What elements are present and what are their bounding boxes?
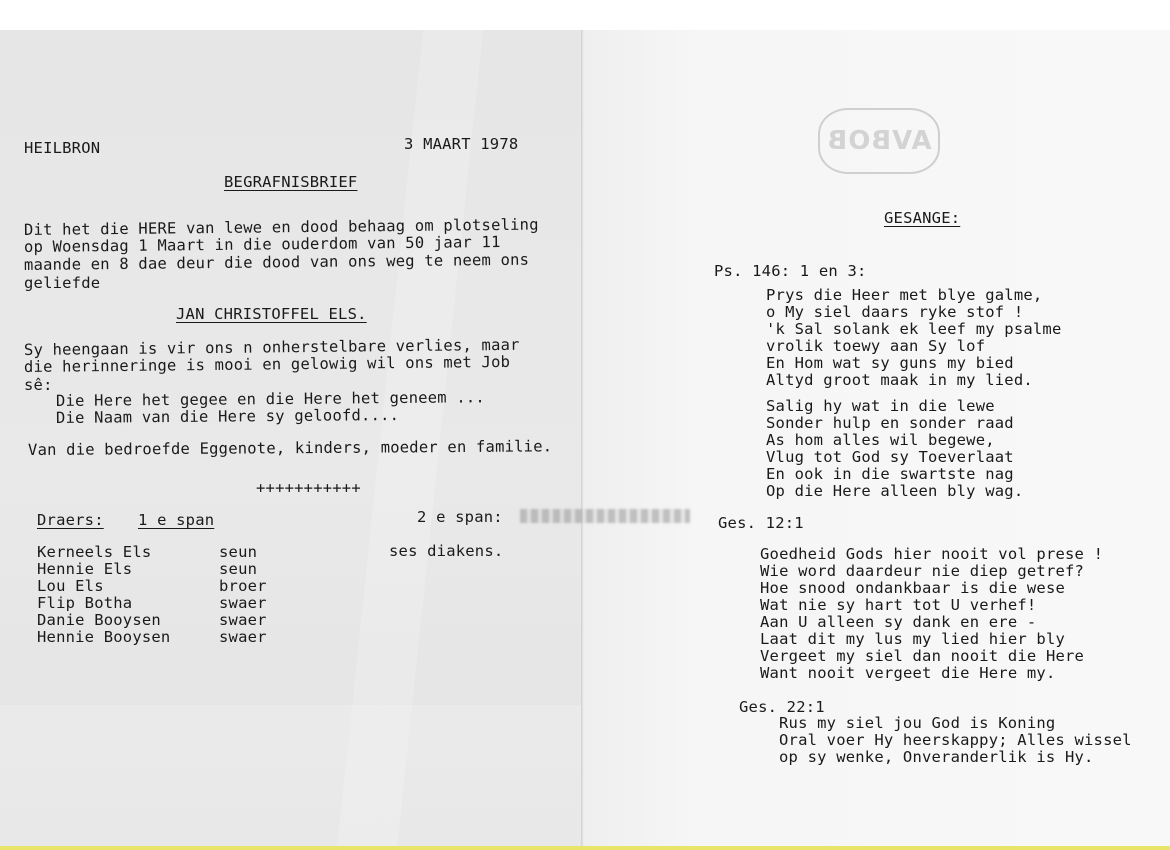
hymns-heading: GESANGE: — [884, 209, 961, 227]
scripture-quote-line: Die Here het gegee en die Here het geneem ... — [55, 388, 485, 410]
tribute-line: die herinneringe is mooi en gelowig wil ons met Job — [23, 352, 511, 376]
hymn-reference: Ges. 22:1 — [739, 698, 825, 716]
team2-label: 2 e span: — [417, 508, 503, 526]
bearer-name: Lou Els — [37, 577, 104, 595]
announcement-line: op Woensdag 1 Maart in die ouderdom van 50 jaar 11 — [23, 233, 501, 256]
signatories: Van die bedroefde Eggenote, kinders, moeder en familie. — [27, 437, 553, 459]
scripture-quote-line: Die Naam van die Here sy geloofd.... — [55, 406, 400, 427]
verse-line: 'k Sal solank ek leef my psalme — [766, 320, 1062, 338]
verse-line: Hoe snood ondankbaar is die wese — [760, 579, 1066, 597]
verse-line: Salig hy wat in die lewe — [766, 397, 995, 415]
verse-line: Sonder hulp en sonder raad — [766, 414, 1014, 432]
team1-label: 1 e span — [138, 511, 215, 529]
verse-line: op sy wenke, Onveranderlik is Hy. — [779, 748, 1094, 766]
verse-line: Wat nie sy hart tot U verhef! — [760, 596, 1037, 614]
verse-line: Want nooit vergeet die Here my. — [760, 664, 1056, 682]
verse-line: En ook in die swartste nag — [766, 465, 1014, 483]
verse-line: o My siel daars ryke stof ! — [766, 303, 1024, 321]
letter-date: 3 MAART 1978 — [404, 135, 519, 153]
bearers-label: Draers: — [37, 511, 104, 529]
bearer-relation: swaer — [219, 628, 267, 646]
verse-line: En Hom wat sy guns my bied — [766, 354, 1014, 372]
separator: +++++++++++ — [256, 479, 361, 497]
announcement-line: Dit het die HERE van lewe en dood behaag om plotseling — [23, 215, 539, 239]
deceased-name: JAN CHRISTOFFEL ELS. — [176, 305, 367, 323]
bearer-relation: swaer — [219, 611, 267, 629]
place-name: HEILBRON — [24, 139, 101, 157]
tribute-line: Sy heengaan is vir ons n onherstelbare verlies, maar — [23, 335, 520, 359]
hymn-reference: Ps. 146: 1 en 3: — [714, 262, 867, 280]
team2-value: ses diakens. — [389, 542, 504, 560]
announcement-line: geliefde — [24, 274, 101, 292]
document-title: BEGRAFNISBRIEF — [224, 173, 358, 191]
bearer-relation: seun — [219, 543, 258, 561]
verse-line: Aan U alleen sy dank en ere - — [760, 613, 1037, 631]
tribute-line: sê: — [24, 376, 53, 394]
smudged-text — [520, 509, 690, 523]
verse-line: Laat dit my lus my lied hier bly — [760, 630, 1066, 648]
hymn-reference: Ges. 12:1 — [718, 514, 804, 532]
bearer-name: Kerneels Els — [37, 543, 152, 561]
verse-line: Altyd groot maak in my lied. — [766, 371, 1033, 389]
bearer-name: Danie Booysen — [37, 611, 161, 629]
bottom-edge — [0, 846, 1170, 850]
bearer-name: Hennie Booysen — [37, 628, 171, 646]
bearer-relation: seun — [219, 560, 258, 578]
bearer-name: Hennie Els — [37, 560, 133, 578]
bearer-relation: broer — [219, 577, 267, 595]
avbob-logo-watermark: AVBOB — [818, 108, 940, 174]
announcement-line: maande en 8 dae deur die dood van ons weg te neem ons — [23, 250, 530, 274]
verse-line: Wie word daardeur nie diep getref? — [760, 562, 1085, 580]
bearer-relation: swaer — [219, 594, 267, 612]
verse-line: vrolik toewy aan Sy lof — [766, 337, 986, 355]
verse-line: Goedheid Gods hier nooit vol prese ! — [760, 545, 1104, 563]
verse-line: Prys die Heer met blye galme, — [766, 286, 1043, 304]
verse-line: As hom alles wil begewe, — [766, 431, 995, 449]
verse-line: Rus my siel jou God is Koning — [779, 714, 1056, 732]
verse-line: Op die Here alleen bly wag. — [766, 482, 1024, 500]
page-fold — [581, 30, 584, 850]
verse-line: Vergeet my siel dan nooit die Here — [760, 647, 1085, 665]
verse-line: Oral voer Hy heerskappy; Alles wissel — [779, 731, 1132, 749]
verse-line: Vlug tot God sy Toeverlaat — [766, 448, 1014, 466]
bearer-name: Flip Botha — [37, 594, 133, 612]
